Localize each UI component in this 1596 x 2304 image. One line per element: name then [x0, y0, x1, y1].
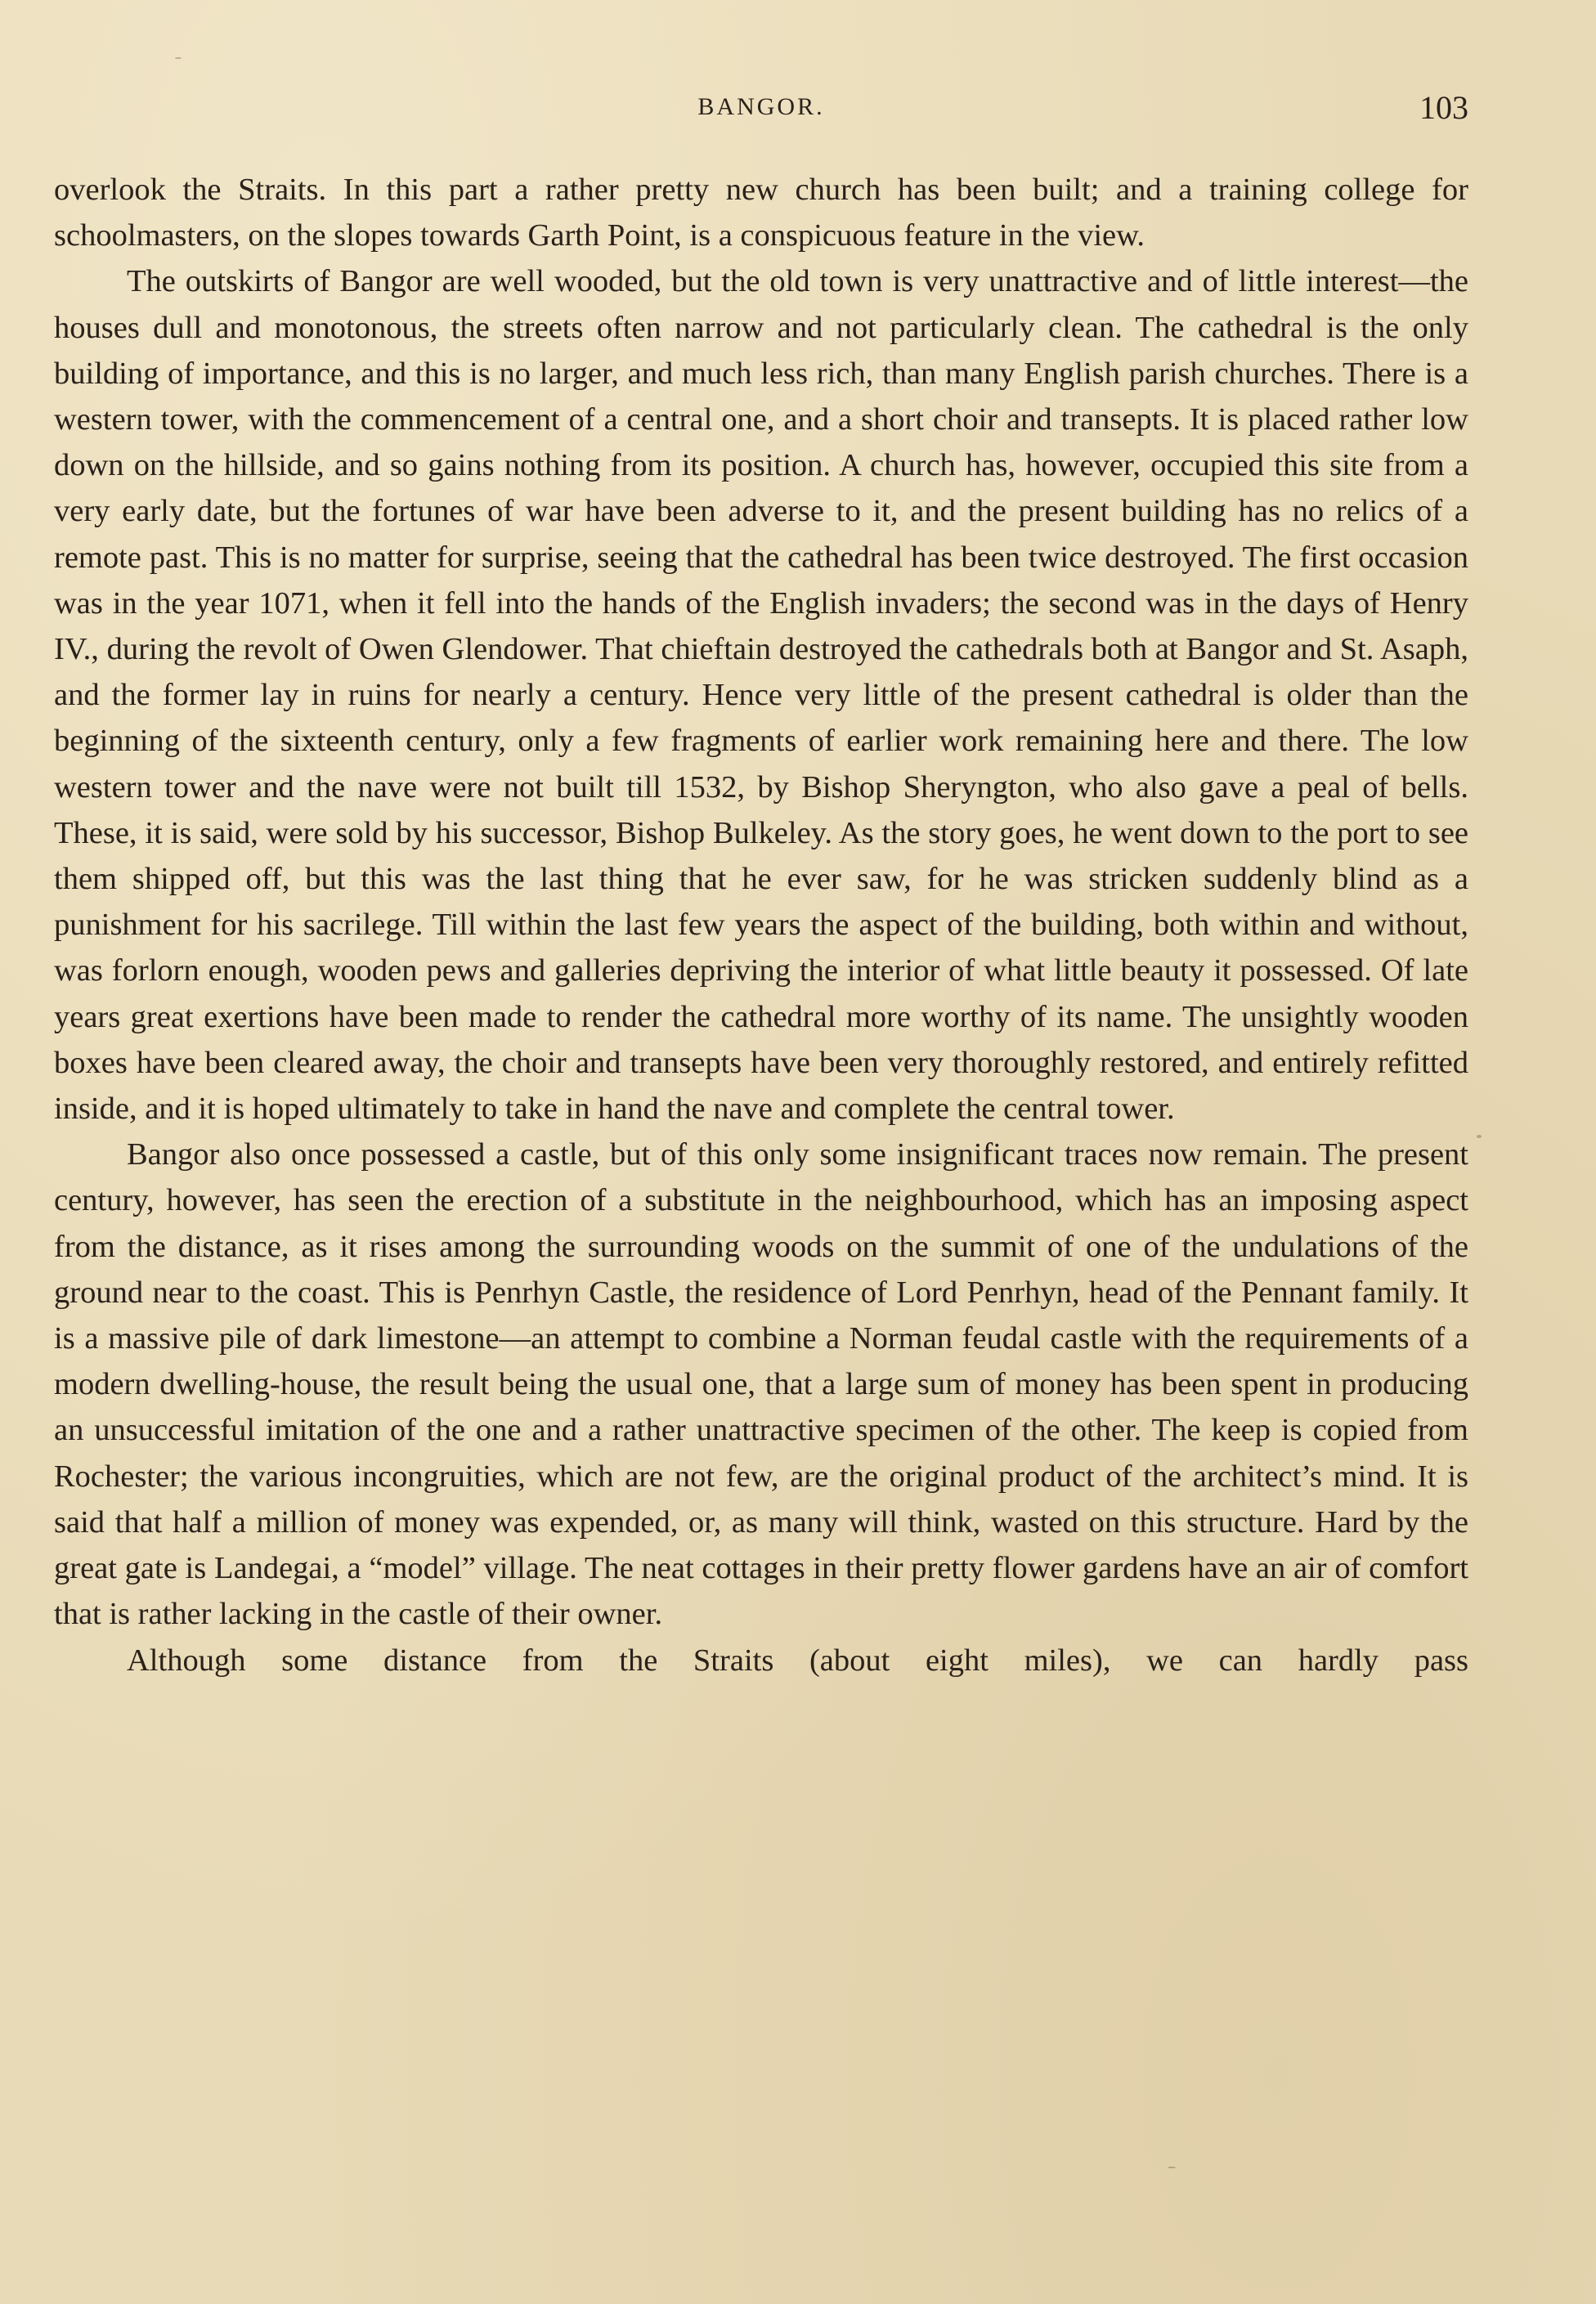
page-number: 103: [1419, 89, 1468, 126]
body-text: [54, 167, 1468, 1683]
paragraph-castle: Bangor also once possessed a castle, but of this only some insignificant traces now remain. The present century, however, has seen the erection of a substitute in the neighbourhood, which has an imposing aspect from the distance, as it rises among the surrounding woods on the summit of one of the undulations of the ground near to the coast. This is Penrhyn Castle, the residence of Lord Penrhyn, head of the Pennant family. It is a massive pile of dark limestone—an attempt to combine a Norman feudal castle with the requirements of a modern dwelling-house, the result being the usual one, that a large sum of money has been spent in producing an unsuccessful imitation of the one and a rather unattractive specimen of the other. The keep is copied from Rochester; the various incongruities, which are not few, are the original product of the architect’s mind. It is said that half a million of money was expended, or, as many will think, wasted on this structure. Hard by the great gate is Landegai, a “model” village. The neat cottages in their pretty flower gardens have an air of comfort that is rather lacking in the castle of their owner.: [54, 1137, 1468, 1632]
paragraph-cathedral: The outskirts of Bangor are well wooded, but the old town is very unattractive and of little interest—the houses dull and monotonous, the streets often narrow and not particularly clean. The cathedral is the only building of importance, and this is no larger, and much less rich, than many English parish churches. There is a western tower, with the commencement of a central one, and a short choir and transepts. It is placed rather low down on the hillside, and so gains nothing from its position. A church has, however, occupied this site from a very early date, but the fortunes of war have been adverse to it, and the present building has no relics of a remote past. This is no matter for surprise, seeing that the cathedral has been twice destroyed. The first occasion was in the year 1071, when it fell into the hands of the English invaders; the second was in the days of Henry IV., during the revolt of Owen Glendower. That chieftain destroyed the cathedrals both at Bangor and St. Asaph, and the former lay in ruins for nearly a century. Hence very little of the present cathedral is older than the beginning of the sixteenth century, only a few fragments of earlier work remaining here and there. The low western tower and the nave were not built till 1532, by Bishop Sheryngton, who also gave a peal of bells. These, it is said, were sold by his successor, Bishop Bulkeley. As the story goes, he went down to the port to see them shipped off, but this was the last thing that he ever saw, for he was stricken suddenly blind as a punishment for his sacrilege. Till within the last few years the aspect of the building, both within and without, was forlorn enough, wooden pews and galleries depriving the interior of what little beauty it possessed. Of late years great exertions have been made to render the cathedral more worthy of its name. The unsightly wooden boxes have been cleared away, the choir and transepts have been very thoroughly restored, and entirely refitted inside, and it is hoped ultimately to take in hand the nave and complete the central tower.: [54, 264, 1468, 1127]
paper-speck: [175, 57, 182, 59]
paper-speck: [1477, 1135, 1482, 1138]
paragraph-trailing: Although some distance from the Straits (about eight miles), we can hardly pass: [127, 1643, 1468, 1678]
paper-speck: [1168, 2167, 1176, 2168]
running-head: BANGOR.: [697, 93, 825, 120]
paragraph-continued: overlook the Straits. In this part a rather pretty new church has been built; and a training college for schoolmasters, on the slopes towards Garth Point, is a conspicuous feature in the view.: [54, 173, 1468, 253]
page-header: [54, 88, 1468, 129]
